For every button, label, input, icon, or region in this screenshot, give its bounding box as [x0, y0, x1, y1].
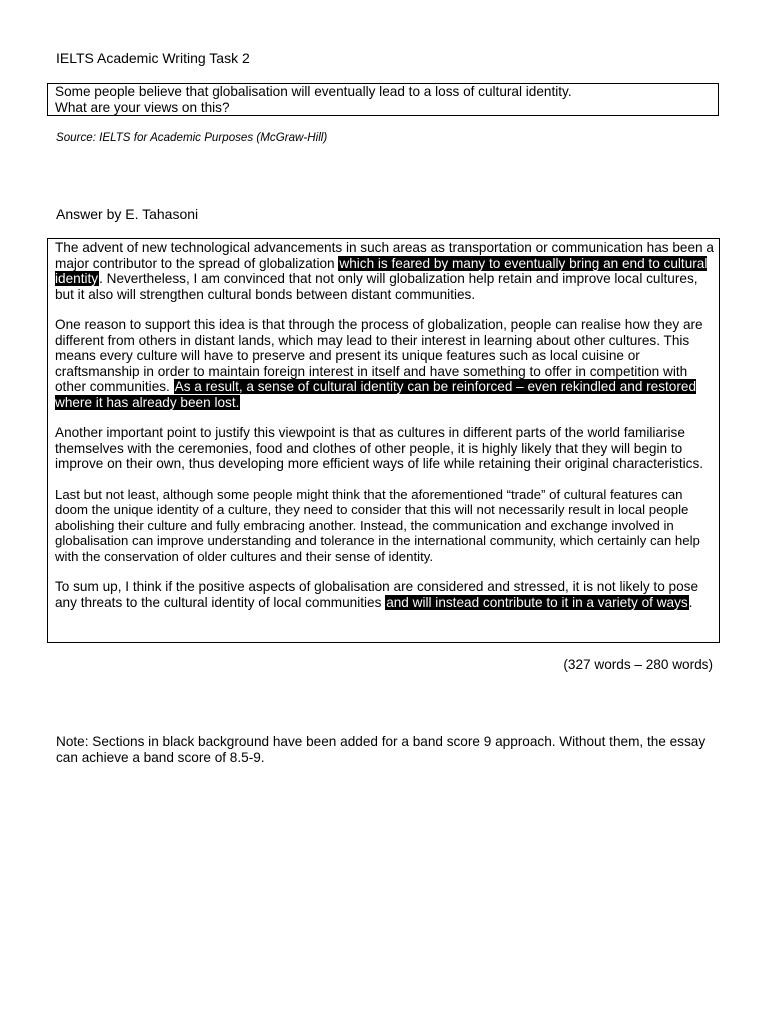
- paragraph-5-highlight: and will instead contribute to it in a variety of ways: [386, 594, 688, 610]
- paragraph-1-highlight: which is feared by many to eventually bring an end to cultural identity: [55, 255, 708, 286]
- page-title: IELTS Academic Writing Task 2: [56, 50, 250, 66]
- source-citation: Source: IELTS for Academic Purposes (McGraw-Hill): [56, 131, 328, 144]
- answer-author: Answer by E. Tahasoni: [56, 206, 199, 222]
- essay-box: [47, 238, 720, 643]
- paragraph-1-text-a: The advent of new technological advancements in such areas as transportation or communication has been a major contributor to the spread of globalization: [55, 240, 714, 271]
- essay-paragraph-3: Another important point to justify this viewpoint is that as cultures in different parts of the world familiarise themselves with the ceremonies, food and clothes of other people, it is highly likely that they will begin to improve on their own, thus developing more efficient ways of life while retaining their original characteristics.: [55, 425, 704, 471]
- essay-paragraph-4: Last but not least, although some people might think that the aforementioned “trade” of cultural features can doom the unique identity of a culture, they need to consider that this will not necessarily result in local people abolishing their culture and fully embracing another. Instead, the communication and exchange involved in globalisation can improve understanding and tolerance in the international community, which certainly can help with the conservation of older cultures and their sense of identity.: [55, 486, 700, 564]
- paragraph-5-text-a: To sum up, I think if the positive aspects of globalisation are considered and stressed, it is not likely to pose any threats to the cultural identity of local communities: [55, 579, 699, 610]
- band-score-note: Note: Sections in black background have been added for a band score 9 approach. Without them, the essay can achieve a band score of 8.5-9.: [56, 734, 706, 765]
- paragraph-2-highlight: As a result, a sense of cultural identity can be reinforced – even rekindled and restored where it has already been lost.: [55, 379, 697, 410]
- essay-paragraph-2: [55, 317, 715, 410]
- essay-paragraph-1: [55, 240, 715, 302]
- question-line-1: Some people believe that globalisation will eventually lead to a loss of cultural identity.: [55, 84, 572, 99]
- paragraph-2-text-a: One reason to support this idea is that through the process of globalization, people can realise how they are different from others in distant lands, which may lead to their interest in learning about other cultures. This means every culture will have to preserve and present its unique features such as local cuisine or craftsmanship in order to maintain foreign interest in itself and have something to offer in competition with other communities.: [55, 317, 703, 394]
- paragraph-1-text-b: . Nevertheless, I am convinced that not only will globalization help retain and improve local cultures, but it also will strengthen cultural bonds between distant communities.: [55, 271, 698, 302]
- essay-paragraph-5: [55, 579, 715, 610]
- paragraph-5-text-b: .: [688, 594, 693, 610]
- word-count: (327 words – 280 words): [563, 657, 713, 672]
- question-box: [47, 83, 719, 116]
- question-line-2: What are your views on this?: [55, 99, 230, 115]
